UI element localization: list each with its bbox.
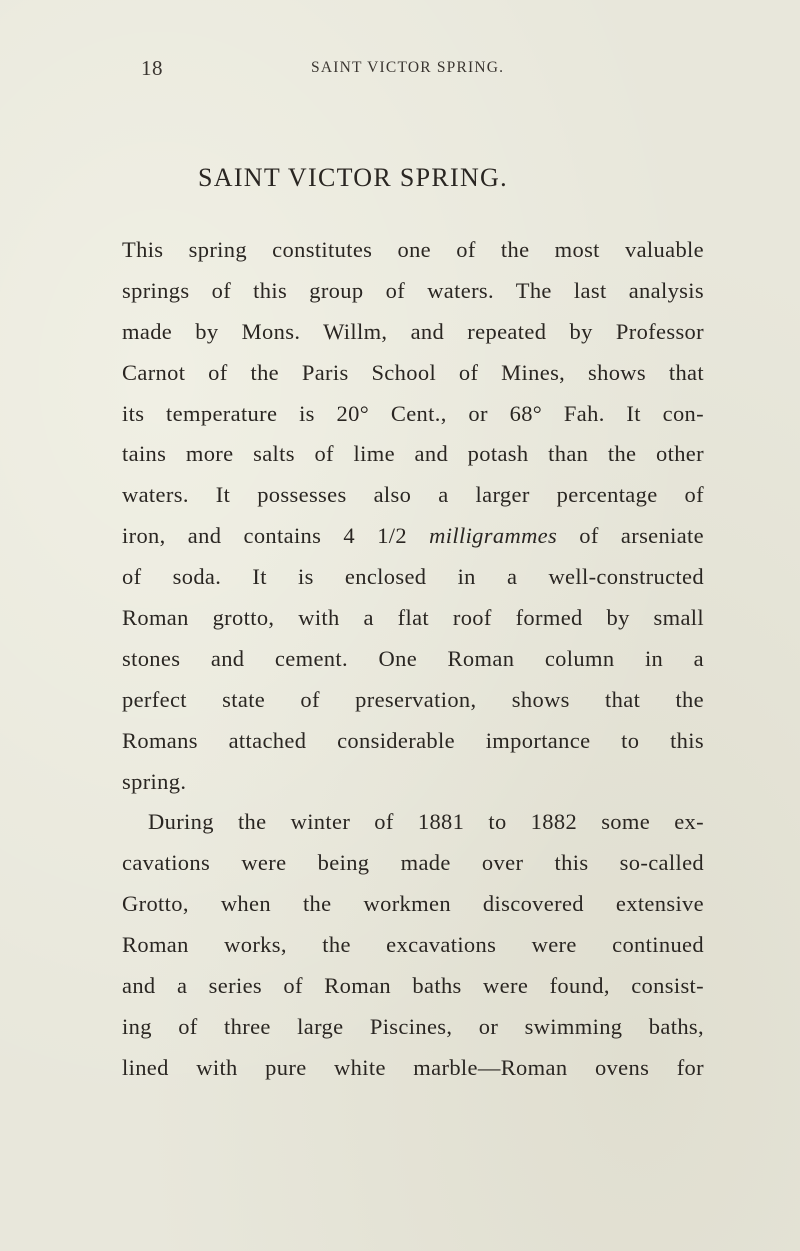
text-line: its temperature is 20° Cent., or 68° Fah. It con- — [122, 400, 704, 426]
text-line: and a series of Roman baths were found, consist- — [122, 973, 704, 999]
text-line: Roman works, the excavations were continued — [122, 932, 704, 958]
text-line: spring. — [122, 768, 187, 794]
text-line: lined with pure white marble—Roman ovens for — [122, 1054, 704, 1080]
text-line: During the winter of 1881 to 1882 some ex- — [148, 809, 704, 835]
text-line: perfect state of preservation, shows that the — [122, 686, 704, 712]
text-line: This spring constitutes one of the most valuable — [122, 237, 704, 262]
page-number: 18 — [141, 56, 163, 80]
text-line: waters. It possesses also a larger percentage of — [122, 482, 704, 508]
text-line: Grotto, when the workmen discovered extensive — [122, 891, 704, 917]
text-line: tains more salts of lime and potash than the other — [122, 441, 704, 467]
text-line: made by Mons. Willm, and repeated by Professor — [122, 318, 704, 344]
running-title: SAINT VICTOR SPRING. — [311, 59, 505, 76]
body-text — [122, 230, 704, 1089]
text-line: Carnot of the Paris School of Mines, shows that — [122, 359, 704, 385]
text-segment: iron, and contains 4 1/2 — [122, 523, 430, 549]
text-line: ing of three large Piscines, or swimming baths, — [122, 1013, 704, 1039]
text-line: Roman grotto, with a flat roof formed by small — [122, 605, 704, 631]
text-segment: of arseniate — [557, 523, 704, 549]
section-heading: SAINT VICTOR SPRING. — [198, 163, 508, 192]
italic-term: milligrammes — [429, 523, 558, 549]
text-line: stones and cement. One Roman column in a — [122, 645, 704, 671]
text-line: Romans attached considerable importance to this — [122, 727, 704, 753]
text-line: cavations were being made over this so-called — [122, 850, 704, 876]
text-line: springs of this group of waters. The last analysis — [122, 277, 704, 303]
text-line — [122, 516, 704, 557]
running-head — [0, 56, 800, 84]
text-line: of soda. It is enclosed in a well-constructed — [122, 564, 704, 590]
